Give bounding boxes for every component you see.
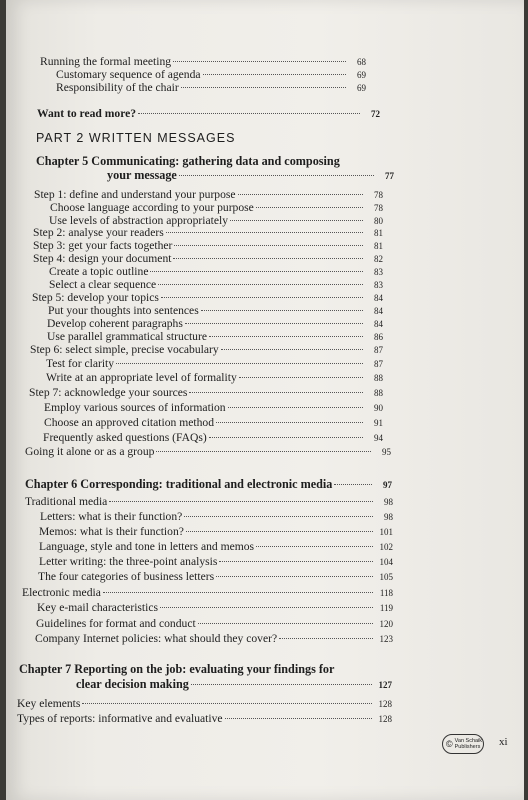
toc-entry: Choose language according to your purpose 78 [50, 201, 383, 214]
chapter-7-title-continued: clear decision making 127 [76, 677, 392, 691]
toc-entry: Going it alone or as a group 95 [25, 445, 391, 458]
table-of-contents [6, 0, 524, 800]
toc-entry: Traditional media 98 [25, 495, 393, 508]
toc-entry: Step 1: define and understand your purpose 78 [34, 188, 383, 201]
part-title: PART 2 WRITTEN MESSAGES [36, 131, 236, 145]
toc-entry: Guidelines for format and conduct 120 [36, 617, 393, 630]
toc-entry: Letter writing: the three-point analysis 104 [39, 555, 393, 568]
toc-entry: Want to read more? 72 [37, 107, 380, 120]
toc-entry: Responsibility of the chair 69 [56, 81, 366, 94]
toc-entry: Electronic media 118 [22, 586, 393, 599]
toc-entry: Develop coherent paragraphs 84 [47, 317, 383, 330]
toc-entry: Put your thoughts into sentences 84 [48, 304, 383, 317]
publisher-logo: © Van Schaik Publishers [442, 734, 484, 754]
toc-entry: Frequently asked questions (FAQs) 94 [43, 431, 383, 444]
toc-entry: Running the formal meeting 68 [40, 55, 366, 68]
toc-entry: Create a topic outline 83 [49, 265, 383, 278]
copyright-icon: © [446, 739, 453, 749]
toc-entry: Choose an approved citation method 91 [44, 416, 383, 429]
book-page [6, 0, 524, 800]
chapter-5-title: Chapter 5 Communicating: gathering data and composing [36, 154, 340, 168]
toc-entry: Step 6: select simple, precise vocabulary 87 [30, 343, 383, 356]
toc-entry: Key elements 128 [17, 697, 392, 710]
toc-entry: Step 4: design your document 82 [33, 252, 383, 265]
toc-entry: Letters: what is their function? 98 [40, 510, 393, 523]
toc-entry: Test for clarity 87 [46, 357, 383, 370]
toc-entry: Step 7: acknowledge your sources 88 [29, 386, 383, 399]
toc-entry: Step 3: get your facts together 81 [33, 239, 383, 252]
page-number: xi [499, 736, 508, 748]
toc-entry: Select a clear sequence 83 [49, 278, 383, 291]
chapter-5-title-continued: your message 77 [107, 168, 394, 182]
toc-entry: Step 5: develop your topics 84 [32, 291, 383, 304]
toc-entry: The four categories of business letters 105 [38, 570, 393, 583]
toc-entry: Write at an appropriate level of formality 88 [46, 371, 383, 384]
toc-entry: Types of reports: informative and evaluative 128 [17, 712, 392, 725]
toc-entry: Step 2: analyse your readers 81 [33, 226, 383, 239]
chapter-6-title: Chapter 6 Corresponding: traditional and electronic media 97 [25, 477, 392, 491]
toc-entry: Use parallel grammatical structure 86 [47, 330, 383, 343]
toc-entry: Memos: what is their function? 101 [39, 525, 393, 538]
toc-entry: Language, style and tone in letters and memos 102 [39, 540, 393, 553]
toc-entry: Employ various sources of information 90 [44, 401, 383, 414]
chapter-7-title: Chapter 7 Reporting on the job: evaluating your findings for [19, 662, 335, 676]
toc-entry: Use levels of abstraction appropriately 80 [49, 214, 383, 227]
toc-entry: Company Internet policies: what should they cover? 123 [35, 632, 393, 645]
toc-entry: Key e-mail characteristics 119 [37, 601, 393, 614]
toc-entry: Customary sequence of agenda 69 [56, 68, 366, 81]
